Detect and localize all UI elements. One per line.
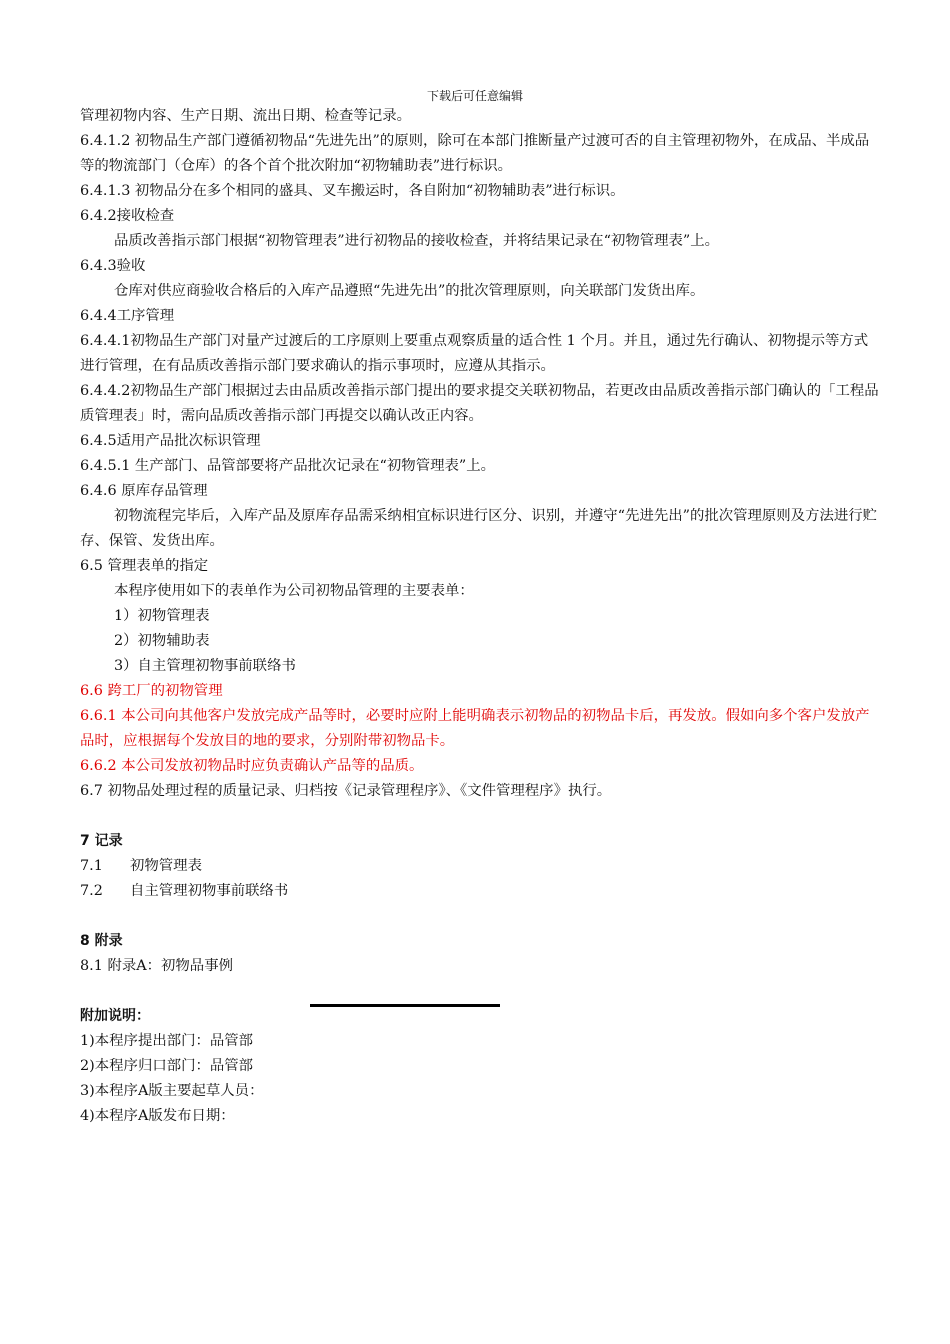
- clause-6-6-2: 6.6.2 本公司发放初物品时应负责确认产品等的品质。: [80, 758, 424, 774]
- clause-6-6-1: 6.6.1 本公司向其他客户发放完成产品等时，必要时应附上能明确表示初物品的初物品卡后，再发放。假如向多个客户发放产品时，应根据每个发放目的地的要求，分别附带初物品卡。: [80, 708, 870, 749]
- record-number: 7.1: [80, 858, 103, 874]
- heading-6-4-5: 6.4.5适用产品批次标识管理: [80, 433, 261, 449]
- heading-6-4-6: 6.4.6 原库存品管理: [80, 483, 208, 499]
- heading-6-6: 6.6 跨工厂的初物管理: [80, 683, 223, 699]
- document-body: [80, 104, 882, 1129]
- paragraph: 仓库对供应商验收合格后的入库产品遵照“先进先出”的批次管理原则，向关联部门发货出库。: [114, 283, 705, 299]
- paragraph: 本程序使用如下的表单作为公司初物品管理的主要表单：: [114, 583, 474, 599]
- record-item: [80, 854, 882, 879]
- notes-heading: 附加说明：: [80, 1008, 150, 1024]
- list-item: 2）初物辅助表: [114, 633, 210, 649]
- paragraph: 品质改善指示部门根据“初物管理表”进行初物品的接收检查，并将结果记录在“初物管理表”上。: [114, 233, 720, 249]
- records-heading: 7 记录: [80, 833, 123, 849]
- page-header-note: 下载后可任意编辑: [426, 89, 523, 103]
- heading-6-4-2: 6.4.2接收检查: [80, 208, 175, 224]
- heading-6-4-3: 6.4.3验收: [80, 258, 146, 274]
- record-title: 自主管理初物事前联络书: [130, 883, 289, 899]
- appendix-item: 8.1 附录A：初物品事例: [80, 958, 233, 974]
- clause-6-4-1-2: 6.4.1.2 初物品生产部门遵循初物品“先进先出”的原则，除可在本部门推断量产过渡可否的自主管理初物外，在成品、半成品等的物流部门（仓库）的各个首个批次附加“初物辅助表”进行标识。: [80, 133, 870, 174]
- clause-6-4-1-3: 6.4.1.3 初物品分在多个相同的盛具、叉车搬运时，各自附加“初物辅助表”进行标识。: [80, 183, 625, 199]
- appendix-heading: 8 附录: [80, 933, 123, 949]
- paragraph: 初物流程完毕后，入库产品及原库存品需采纳相宜标识进行区分、识别，并遵守“先进先出”的批次管理原则及方法进行贮存、保管、发货出库。: [80, 508, 878, 549]
- heading-6-5: 6.5 管理表单的指定: [80, 558, 209, 574]
- clause-6-4-5-1: 6.4.5.1 生产部门、品管部要将产品批次记录在“初物管理表”上。: [80, 458, 496, 474]
- clause-6-4-4-1: 6.4.4.1初物品生产部门对量产过渡后的工序原则上要重点观察质量的适合性 1 个月。并且，通过先行确认、初物提示等方式进行管理，在有品质改善指示部门要求确认的指示事项时，应遵从其指示。: [80, 333, 869, 374]
- horizontal-rule: [310, 1004, 500, 1007]
- note-item: 3)本程序A版主要起草人员：: [80, 1083, 264, 1099]
- clause-6-4-4-2: 6.4.4.2初物品生产部门根据过去由品质改善指示部门提出的要求提交关联初物品，若更改由品质改善指示部门确认的「工程品质管理表」时，需向品质改善指示部门再提交以确认改正内容。: [80, 383, 879, 424]
- record-number: 7.2: [80, 883, 103, 899]
- heading-6-4-4: 6.4.4工序管理: [80, 308, 175, 324]
- clause-6-7: 6.7 初物品处理过程的质量记录、归档按《记录管理程序》、《文件管理程序》执行。: [80, 783, 612, 799]
- record-item: [80, 879, 882, 904]
- note-item: 2)本程序归口部门：品管部: [80, 1058, 254, 1074]
- record-title: 初物管理表: [130, 858, 202, 874]
- list-item: 3）自主管理初物事前联络书: [114, 658, 296, 674]
- list-item: 1）初物管理表: [114, 608, 210, 624]
- note-item: 4)本程序A版发布日期：: [80, 1108, 235, 1124]
- paragraph: 管理初物内容、生产日期、流出日期、检查等记录。: [80, 108, 411, 124]
- note-item: 1)本程序提出部门：品管部: [80, 1033, 254, 1049]
